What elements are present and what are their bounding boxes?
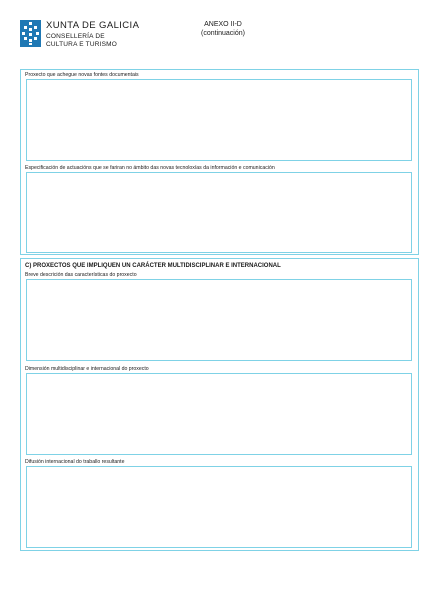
annex-header [198,20,248,38]
field-label-especificacion: Especificación de actuacións que se fariran no ámbito das novas tecnoloxías da información e comunicación [25,165,275,171]
department-line-2: CULTURA E TURISMO [46,40,118,48]
textarea-novas-fontes[interactable] [26,79,412,161]
field-label-novas-fontes: Proxecto que achegue novas fontes documentais [25,72,139,78]
textarea-difusion[interactable] [26,466,412,548]
field-label-dimension: Dimensión multidisciplinar e internacional do proxecto [25,366,149,372]
section-c-heading: C) PROXECTOS QUE IMPLIQUEN UN CARÁCTER MULTIDISCIPLINAR E INTERNACIONAL [25,263,281,269]
cross-pattern-icon [20,20,41,47]
annex-subtitle: (continuación) [201,30,245,37]
textarea-descricion[interactable] [26,279,412,361]
field-label-descricion: Breve descrición das características do proxecto [25,272,137,278]
field-label-difusion: Difusión internacional do traballo resultante [25,459,125,465]
textarea-especificacion[interactable] [26,172,412,253]
annex-title: ANEXO II-D [204,21,242,28]
department-name [46,33,117,48]
department-line-1: CONSELLERÍA DE [46,33,105,40]
textarea-dimension[interactable] [26,373,412,455]
brand-name: XUNTA DE GALICIA [46,20,140,31]
xunta-logo-icon [20,20,41,47]
